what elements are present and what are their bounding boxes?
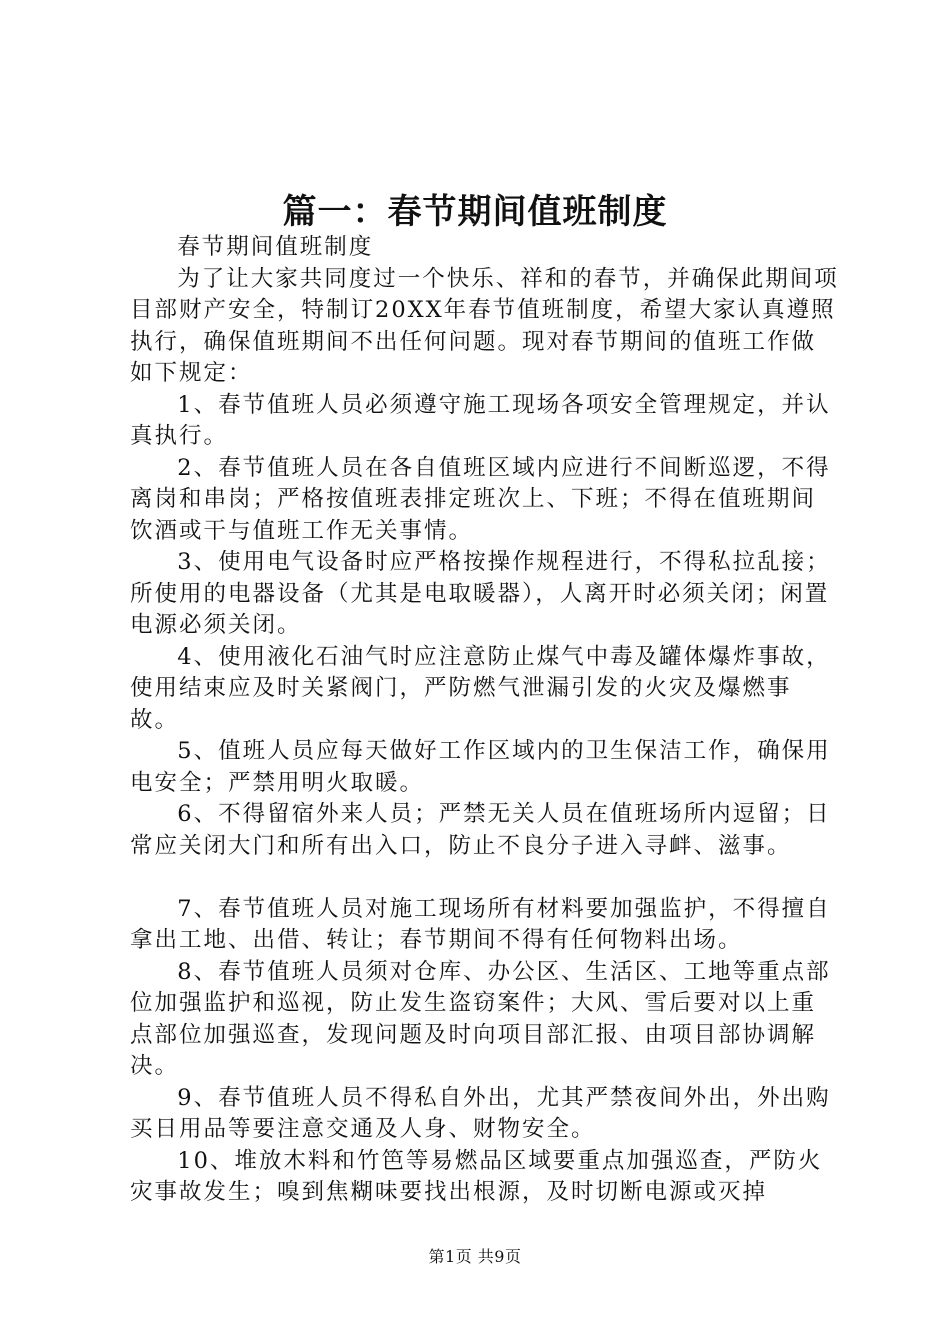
rule-paragraph-1: 1、春节值班人员必须遵守施工现场各项安全管理规定，并认真执行。	[130, 391, 831, 449]
page-number-footer: 第1页 共9页	[428, 1247, 522, 1266]
rule-paragraph-6: 6、不得留宿外来人员；严禁无关人员在值班场所内逗留；日常应关闭大门和所有出入口，防止不良分子进入寻衅、滋事。	[130, 801, 831, 859]
document-title: 篇一：春节期间值班制度	[282, 192, 668, 232]
rule-paragraph-7: 7、春节值班人员对施工现场所有材料要加强监护，不得擅自拿出工地、出借、转让；春节期间不得有任何物料出场。	[130, 895, 831, 953]
document-body	[130, 232, 840, 1209]
document-subtitle: 春节期间值班制度	[177, 234, 374, 260]
rule-paragraph-9: 9、春节值班人员不得私自外出，尤其严禁夜间外出，外出购买日用品等要注意交通及人身、财物安全。	[130, 1084, 831, 1142]
rule-paragraph-2: 2、春节值班人员在各自值班区域内应进行不间断巡逻，不得离岗和串岗；严格按值班表排定班次上、下班；不得在值班期间饮酒或干与值班工作无关事情。	[130, 454, 831, 544]
rule-paragraph-3: 3、使用电气设备时应严格按操作规程进行，不得私拉乱接；所使用的电器设备（尤其是电取暖器），人离开时必须关闭；闲置电源必须关闭。	[130, 549, 831, 638]
rule-paragraph-5: 5、值班人员应每天做好工作区域内的卫生保洁工作，确保用电安全；严禁用明火取暖。	[130, 738, 831, 796]
intro-paragraph: 为了让大家共同度过一个快乐、祥和的春节，并确保此期间项目部财产安全，特制订20XX年春节值班制度，希望大家认真遵照执行，确保值班期间不出任何问题。现对春节期间的值班工作做如下规定：	[130, 265, 839, 386]
rule-paragraph-8: 8、春节值班人员须对仓库、办公区、生活区、工地等重点部位加强监护和巡视，防止发生盗窃案件；大风、雪后要对以上重点部位加强巡查，发现问题及时向项目部汇报、由项目部协调解决。	[130, 958, 831, 1079]
rule-paragraph-4: 4、使用液化石油气时应注意防止煤气中毒及罐体爆炸事故，使用结束应及时关紧阀门，严防燃气泄漏引发的火灾及爆燃事故。	[130, 643, 831, 733]
rule-paragraph-10: 10、堆放木料和竹笆等易燃品区域要重点加强巡查，严防火灾事故发生；嗅到焦糊味要找出根源，及时切断电源或灭掉	[130, 1147, 823, 1205]
